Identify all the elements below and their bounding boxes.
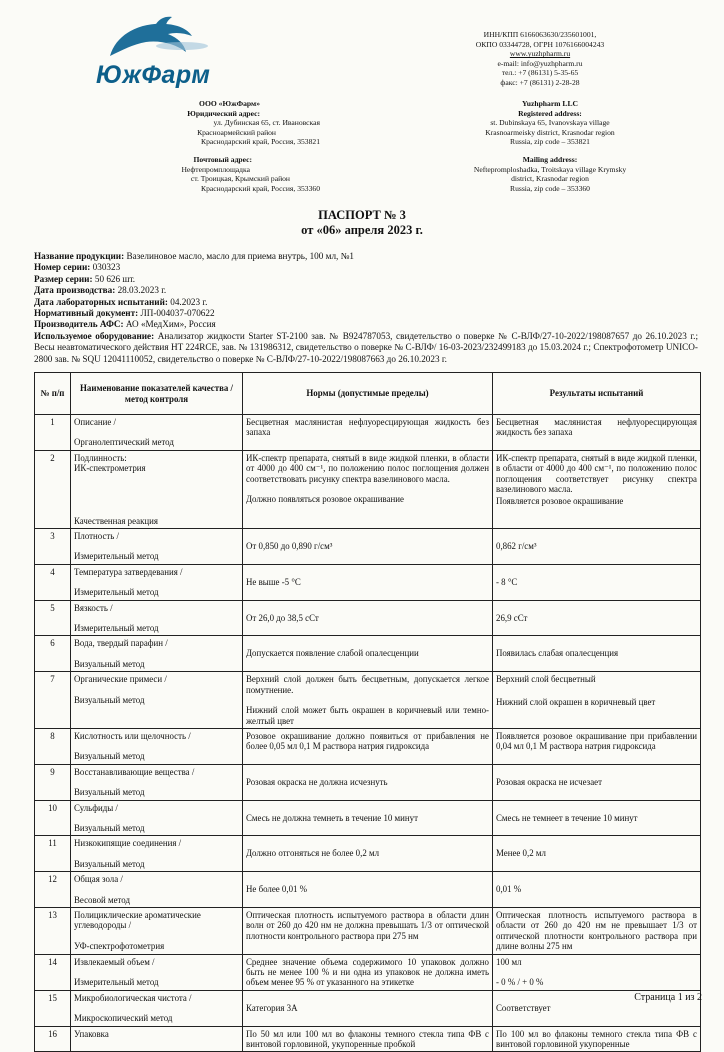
info-value: ЛП-004037-070622 (138, 308, 215, 319)
cell-text: Смесь не должна темнеть в течение 10 минут (246, 812, 418, 823)
cell-text: От 26,0 до 38,5 сСт (246, 612, 319, 623)
cell-text: Описание / (74, 417, 117, 427)
okpo-ogrn: ОКПО 03344728, ОГРН 1076166004243 (475, 39, 605, 49)
norm-value (243, 872, 493, 908)
cell-text: Вязкость / (74, 602, 113, 613)
result-value (493, 954, 701, 990)
indicator-name (71, 836, 243, 872)
info-line (34, 331, 698, 365)
info-value: 28.03.2023 г. (115, 285, 167, 296)
result-value (493, 636, 701, 672)
row-number: 6 (35, 636, 71, 672)
indicator-name (71, 529, 243, 565)
result-value (493, 907, 701, 954)
cell-text: Качественная реакция (74, 515, 158, 526)
postal-address-line-en: Neftepromploshadka, Troitskaya village Krymsky (473, 164, 627, 174)
table-row (35, 764, 701, 800)
table-row (35, 600, 701, 636)
indicator-name (71, 415, 243, 451)
postal-address-line-en: district, Krasnodar region (511, 174, 589, 184)
info-line (34, 297, 698, 308)
postal-address-label-ru: Почтовый адрес: (193, 154, 252, 164)
info-label: Производитель АФС: (34, 319, 124, 330)
row-number: 1 (35, 415, 71, 451)
cell-text: Верхний слой должен быть бесцветным, допускается легкое помутнение. (246, 674, 489, 695)
cell-text: Микроскопический метод (74, 1013, 173, 1024)
result-value (493, 764, 701, 800)
cell-text: Не выше -5 °С (246, 576, 301, 587)
table-row (35, 990, 701, 1026)
norm-value (243, 728, 493, 764)
cell-text: Менее 0,2 мл (496, 848, 546, 859)
cell-text: 0,01 % (496, 884, 522, 895)
logo-text: ЮжФарм (96, 61, 211, 89)
indicator-name (71, 764, 243, 800)
cell-text: Измерительный метод (74, 551, 159, 562)
cell-text: 100 мл (496, 956, 522, 967)
indicator-name (71, 672, 243, 729)
cell-text: Среднее значение объема содержимого 10 упаковок должно быть не менее 100 % и ни одна из упаковок не должна иметь объем менее 95 % от указанного на этикетке (246, 956, 489, 988)
row-number: 9 (35, 764, 71, 800)
norm-value (243, 564, 493, 600)
cell-text: Измерительный метод (74, 623, 159, 634)
header-result: Результаты испытаний (493, 373, 701, 415)
indicator-name (71, 450, 243, 528)
result-value (493, 728, 701, 764)
company-codes (440, 30, 640, 88)
cell-text: Измерительный метод (74, 587, 159, 598)
norm-value (243, 672, 493, 729)
cell-text: Органолептический метод (74, 437, 174, 448)
cell-text: Измерительный метод (74, 977, 159, 987)
norm-value (243, 600, 493, 636)
cell-text: Должно отгоняться не более 0,2 мл (246, 848, 380, 859)
table-row (35, 529, 701, 565)
cell-text: Весовой метод (74, 894, 131, 905)
info-label: Номер серии: (34, 262, 91, 273)
legal-address-line-en: Russia, zip code – 353821 (510, 137, 590, 147)
info-line (34, 262, 698, 273)
norm-value (243, 990, 493, 1026)
result-value (493, 872, 701, 908)
legal-address-line-en: Krasnoarmeisky district, Krasnodar region (485, 127, 615, 137)
norm-value (243, 450, 493, 528)
table-row (35, 564, 701, 600)
cell-text: Визуальный метод (74, 858, 145, 869)
cell-text: Допускается появление слабой опалесценции (246, 648, 419, 659)
row-number: 13 (35, 907, 71, 954)
cell-text: Появилась слабая опалесценция (496, 648, 619, 659)
phone: тел.: +7 (86131) 5-35-65 (501, 68, 579, 78)
postal-address-line-en: Russia, zip code – 353360 (510, 183, 590, 193)
norm-value (243, 636, 493, 672)
postal-address-label-en: Mailing address: (522, 154, 578, 164)
row-number: 3 (35, 529, 71, 565)
cell-text: Кислотность или щелочность / (74, 730, 191, 741)
legal-address-label-ru: Юридический адрес: (187, 108, 260, 118)
cell-text: Извлекаемый объем / (74, 956, 155, 967)
indicator-name (71, 872, 243, 908)
cell-text: ИК-спектрометрия (74, 463, 146, 474)
row-number: 10 (35, 800, 71, 836)
cell-text: Визуальный метод (74, 787, 145, 798)
info-line (34, 274, 698, 285)
table-row (35, 907, 701, 954)
cell-text: Соответствует (496, 1002, 551, 1013)
row-number: 11 (35, 836, 71, 872)
cell-text: - 0 % / + 0 % (496, 977, 544, 987)
cell-text: Не более 0,01 % (246, 884, 308, 895)
postal-address-line: Нефтепромплощадка (181, 164, 250, 174)
result-value (493, 1026, 701, 1052)
cell-text: Розовое окрашивание должно появиться от прибавления не более 0,05 мл 0,1 М раствора натрия гидроксида (246, 730, 489, 752)
cell-text: По 100 мл во флаконы темного стекла типа ФВ с винтовой горловиной укупоренные (496, 1028, 697, 1050)
norm-value (243, 1026, 493, 1052)
legal-address-line-en: st. Dubinskaya 65, Ivanovskaya village (490, 118, 610, 128)
cell-text: Упаковка (74, 1028, 109, 1039)
fax: факс: +7 (86131) 2-28-28 (500, 77, 580, 87)
indicator-name (71, 800, 243, 836)
row-number: 14 (35, 954, 71, 990)
cell-text: Визуальный метод (74, 751, 145, 762)
cell-text: Визуальный метод (74, 694, 145, 705)
table-row (35, 450, 701, 528)
cell-text: 26,9 сСт (496, 612, 528, 623)
cell-text: Микробиологическая чистота / (74, 992, 192, 1003)
info-label: Дата лабораторных испытаний: (34, 296, 168, 307)
cell-text: Органические примеси / (74, 674, 167, 685)
indicator-name (71, 564, 243, 600)
row-number: 2 (35, 450, 71, 528)
table-row (35, 836, 701, 872)
result-value (493, 529, 701, 565)
legal-address-line: Красноармейский район (197, 127, 276, 137)
cell-text: Визуальный метод (74, 822, 145, 833)
cell-text: Полициклические ароматические углеводороды / (74, 909, 201, 931)
info-value: Вазелиновое масло, масло для приема внутрь, 100 мл, №1 (124, 251, 355, 261)
passport-date: от «06» апреля 2023 г. (301, 223, 423, 237)
indicator-name (71, 1026, 243, 1052)
row-number: 5 (35, 600, 71, 636)
cell-text: Плотность / (74, 531, 119, 542)
indicator-name (71, 907, 243, 954)
cell-text: Розовая окраска не исчезает (496, 776, 602, 787)
cell-text: Появляется розовое окрашивание при прибавлении 0,04 мл 0,1 М раствора натрия гидроксида (496, 730, 697, 752)
norm-value (243, 954, 493, 990)
row-number: 16 (35, 1026, 71, 1052)
email-link[interactable]: e-mail: info@yuzhpharm.ru (497, 58, 583, 68)
info-value: Анализатор жидкости Starter ST-2100 зав. № B924787053, свидетельство о поверке № С-ВЛФ/27-10-2022/198087657 до 26.10.2023 г.; Весы неавтоматического действия HT 224RCE, зав. № 131986312, свидетельство о поверке № С-ВЛФ/ 16-03-2023/232499183 до 15.03.2024 г.; Спектрофотометр UNICO-2800 зав. № SQU 12041110052, свидетельство о поверке № С-ВЛФ/27-10-2022/198087663 до 26.10.2023 г. (34, 330, 698, 364)
cell-text: УФ-спектрофотометрия (74, 940, 165, 951)
info-label: Дата производства: (34, 285, 116, 296)
info-label: Используемое оборудование: (34, 330, 155, 341)
cell-text: Смесь не темнеет в течение 10 минут (496, 812, 638, 823)
header-norm: Нормы (допустимые пределы) (243, 373, 493, 415)
row-number: 12 (35, 872, 71, 908)
result-value (493, 672, 701, 729)
table-row (35, 1026, 701, 1052)
cell-text: Оптическая плотность испытуемого раствора в области длин волн от 260 до 420 нм не должна превышать 1/3 от оптической плотности контрольного раствора при 275 нм (246, 909, 489, 941)
cell-text: Розовая окраска не должна исчезнуть (246, 776, 388, 787)
cell-text: Температура затвердевания / (74, 566, 183, 577)
cell-text: 0,862 г/см³ (496, 541, 537, 552)
cell-text: ИК-спектр препарата, снятый в виде жидкой пленки, в области от 4000 до 400 см⁻¹, по положению полос поглощения соответствует рисунку спектра вазелинового масла. (496, 452, 697, 495)
indicator-name (71, 728, 243, 764)
website-link[interactable]: www.yuzhpharm.ru (509, 49, 571, 59)
result-value (493, 800, 701, 836)
info-line (34, 308, 698, 319)
info-label: Название продукции: (34, 251, 125, 261)
cell-text: Должно появляться розовое окрашивание (246, 494, 404, 505)
table-row (35, 672, 701, 729)
indicator-name (71, 990, 243, 1026)
cell-text: Сульфиды / (74, 802, 118, 813)
postal-address-line: Краснодарский край, Россия, 353360 (201, 183, 320, 193)
cell-text: Оптическая плотность испытуемого раствора в области от 260 до 420 нм не превышает 1/3 от оптической плотности контрольного раствора при длине волны 275 нм (496, 909, 697, 952)
address-ru (80, 99, 320, 193)
cell-text: Бесцветная маслянистая нефлуоресцирующая жидкость без запаха (496, 417, 697, 438)
info-value: 50 626 шт. (92, 273, 136, 284)
row-number: 8 (35, 728, 71, 764)
table-row (35, 636, 701, 672)
info-line (34, 285, 698, 296)
result-value (493, 600, 701, 636)
page-number: Страница 1 из 2 (634, 992, 702, 1003)
cell-text: Нижний слой может быть окрашен в коричневый или темно-желтый цвет (246, 705, 489, 726)
legal-address-label-en: Registered address: (518, 108, 582, 118)
passport-title: ПАСПОРТ № 3 (318, 208, 406, 222)
info-label: Размер серии: (34, 273, 93, 284)
indicator-name (71, 636, 243, 672)
row-number: 4 (35, 564, 71, 600)
info-label: Нормативный документ: (34, 308, 139, 319)
norm-value (243, 415, 493, 451)
cell-text: По 50 мл или 100 мл во флаконы темного стекла типа ФВ с винтовой горловиной, укупоренные пробкой (246, 1028, 489, 1050)
cell-text: От 0,850 до 0,890 г/см³ (246, 541, 333, 552)
info-value: 030323 (90, 262, 121, 273)
info-line (34, 319, 698, 330)
legal-address-line: ул. Дубинская 65, ст. Ивановская (213, 118, 320, 128)
table-body (35, 415, 701, 1052)
table-header-row (35, 373, 701, 415)
cell-text: Подлинность: (74, 452, 127, 463)
norm-value (243, 764, 493, 800)
dolphin-icon (96, 16, 226, 60)
table-row (35, 415, 701, 451)
info-value: 04.2023 г. (167, 296, 208, 307)
row-number: 15 (35, 990, 71, 1026)
norm-value (243, 529, 493, 565)
result-value (493, 836, 701, 872)
table-row (35, 728, 701, 764)
header-num: № п/п (35, 373, 71, 415)
cell-text: Появляется розовое окрашивание (496, 496, 624, 507)
cell-text: ИК-спектр препарата, снятый в виде жидкой пленки, в области от 4000 до 400 см⁻¹, по положению полос поглощения должен соответствовать рисунку спектра вазелинового масла. (246, 452, 489, 484)
cell-text: Нижний слой окрашен в коричневый цвет (496, 696, 656, 707)
norm-value (243, 836, 493, 872)
cell-text: Визуальный метод (74, 658, 145, 669)
cell-text: Вода, твердый парафин / (74, 638, 168, 649)
header-name: Наименование показателей качества / метод контроля (71, 373, 243, 415)
cell-text: - 8 °С (496, 576, 518, 587)
cell-text: Восстанавливающие вещества / (74, 766, 195, 777)
info-value: АО «МедХим», Россия (123, 319, 216, 330)
row-number: 7 (35, 672, 71, 729)
inn-kpp: ИНН/КПП 6166063630/235601001, (483, 30, 597, 39)
company-name-en: Yuzhpharm LLC (521, 99, 579, 108)
indicator-name (71, 600, 243, 636)
indicator-name (71, 954, 243, 990)
cell-text: Категория 3А (246, 1002, 298, 1013)
cell-text: Бесцветная маслянистая нефлуоресцирующая жидкость без запаха (246, 417, 489, 438)
table-row (35, 954, 701, 990)
address-en (440, 99, 660, 193)
postal-address-line: ст. Троицкая, Крымский район (190, 174, 290, 184)
cell-text: Общая зола / (74, 874, 123, 885)
cell-text: Низкокипящие соединения / (74, 838, 182, 849)
norm-value (243, 907, 493, 954)
company-logo (96, 16, 226, 89)
table-row (35, 800, 701, 836)
norm-value (243, 800, 493, 836)
company-name-ru: ООО «ЮжФарм» (199, 99, 260, 108)
result-value (493, 564, 701, 600)
result-value (493, 415, 701, 451)
info-line (34, 251, 698, 262)
product-info (34, 251, 698, 365)
cell-text: Верхний слой бесцветный (496, 674, 596, 685)
table-row (35, 872, 701, 908)
quality-table (34, 372, 701, 1052)
result-value (493, 450, 701, 528)
legal-address-line: Краснодарский край, Россия, 353821 (201, 137, 320, 147)
